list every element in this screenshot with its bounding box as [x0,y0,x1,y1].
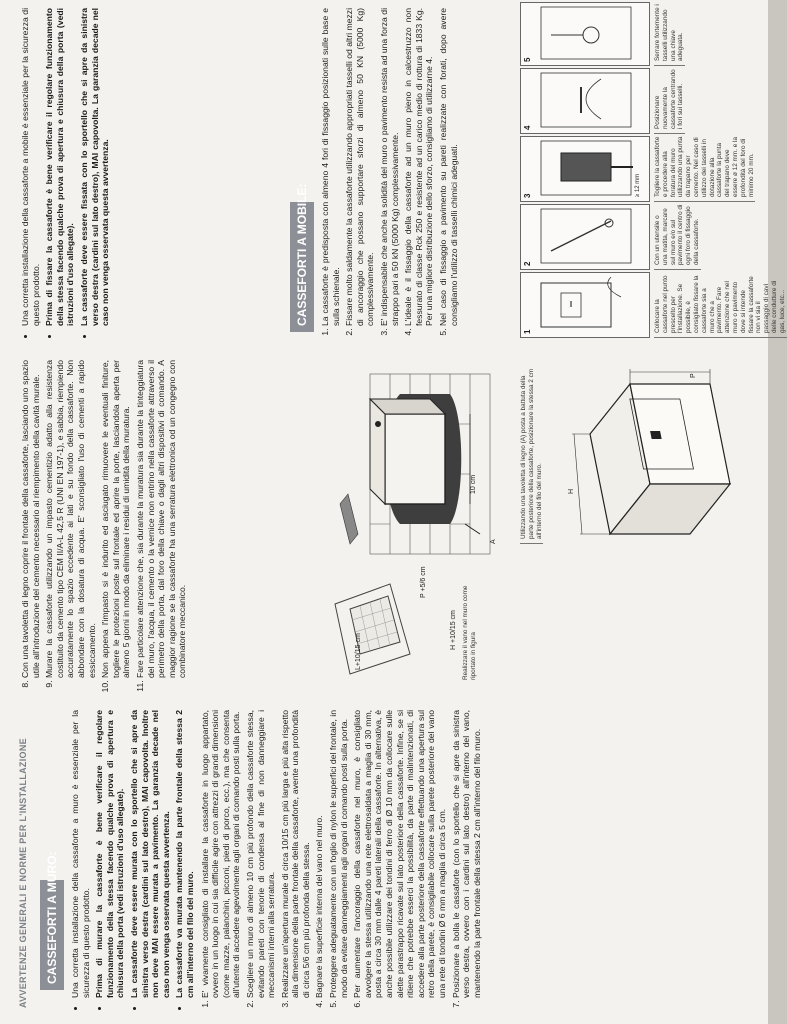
wall-step-3: 3. Realizzare un'apertura murale di circa 10/15 cm più larga e più alta rispetto alla dimensione della parte frontale della cassaforte, avente una profondità di circa 5/6 cm più profonda della stessa. [280,710,312,998]
section-header-furniture-label: CASSEFORTI A MOBILE: [295,183,309,326]
figure-3-caption: Togliere la cassaforte e procedere alla foratura del muro utilizzando una punta da trapano per cemento. Nel caso di utilizzo dei tasselli in dotazione alla cassaforte la punta del trapano deve essere ø 12 mm. e la profondità del foro di minimo 20 mm. [654,136,755,202]
dim-label-a: A [490,539,497,544]
furniture-step-4: 4. L'ideale è il fissaggio della cassaforte ad un muro pieno in calcestruzzo non fessurato di classe Rck 250 e resistente ad un carico medio di rottura di 1833 Kg. Per una migliore distribuzione dello sforzo, consigliamo di utilizzarne 4. [403,8,435,326]
figure-4 [520,68,650,134]
continued-text [20,360,191,690]
wall-bullet-1: • Una corretta installazione della cassaforte a muro è essenziale per la sicurezza di questo prodotto. [70,710,91,998]
furniture-step-5: 5. Nel caso di fissaggio a pavimento su pareti realizzate con forati, dopo avere consigliamo l'utilizzo di tasselli chimici adeguati. [438,8,459,326]
dim-label-h2: H [568,488,575,494]
document-title: AVVERTENZE GENERALI E NORME PER L'INSTALLAZIONE [18,738,28,1008]
furniture-step-2: 2. Fissare molto saldamente la cassaforte utilizzando appropriati tasselli od altri mezzi di ancoraggio che possano supportare sforzi di almeno 50 KN (5000 Kg) complessivamente. [344,8,376,326]
furniture-bullet-2: • Prima di fissare la cassaforte è bene verificare il regolare funzionamento della stessa facendo qualche prova di apertura e chiusura della porta (vedi istruzioni d'uso allegate). [44,8,76,326]
furniture-step-3: 3. E' indispensabile che anche la solidità del muro o pavimento resista ad una forza di strappo pari a 50 kN (5000 Kg) complessivamente. [379,8,400,326]
wall-bullets [70,710,196,1010]
wall-steps [200,710,483,1010]
figure-5-number: 5 [523,57,532,62]
wall-step-1: 1. E' vivamente consigliato di installare la cassaforte in luogo appartato, ovvero in un luogo in cui sia difficile agire con attrezzi di grandi dimensioni (come mazze, palanchini, picconi, piedi di porco, ecc.), ma che consenta all'utente di accedere agevolmente agli organi di comando posti sulla porta. [200,710,242,998]
wall-step-7: 7. Posizionare a bolla le cassaforte (con lo sportello che si apre da sinistra verso destra, ovvero con i cardini sul lato destro) all'interno del vano, mantenendo la parte frontale della stessa 2 cm all'interno del filo muro. [451,710,483,998]
installation-sketch [330,364,500,564]
caption-level: Utilizzando una tavoletta di legno (A) posta a battuta della parte posteriore della cassaforte, posizionare la stessa 2 cm all'interno del filo del muro. [520,364,543,544]
figure-4-number: 4 [523,125,532,130]
pane-continued [0,354,768,694]
wall-opening-drawing [330,574,450,684]
pane-wall-safes [0,704,768,1024]
wall-step-8: 8. Con una tavoletta di legno coprire il frontale della cassaforte, lasciando uno spazio utile all'introduzione del cemento necessario al riempimento della cavità murale. [20,360,41,678]
figure-5-caption: Serrare fortemente i tasselli utilizzando una chiave adeguata. [654,2,685,66]
wall-step-9: 9. Murare la cassaforte utilizzando un impasto cementizio adatto alla resistenza costituito da cemento tipo CEM II/A-L 42,5 R (UNI EN 197-1), e sabbia, riempiendo accuratamente lo spazio eccedente ai lati e su fondo della cassaforte. Non abbondare con la dosatura di acqua. E' sconsigliato l'uso di cementi a rapido essiccamento. [44,360,97,678]
section-header-wall-label: CASSEFORTI A MURO: [45,851,59,984]
furniture-steps [320,8,459,338]
furniture-steps-text [320,8,462,338]
wall-step-5: 5. Proteggere adeguatamente con un foglio di nylon le superfici del frontale, in modo da evitare danneggiamenti agli organi di comando posti sulla porta. [328,710,349,998]
wall-step-11: 11. Fare particolare attenzione che, sia durante la muratura sia durante la tinteggiatura del muro, l'acqua, il cemento o la vernice non entrino nella cassaforte attraverso il perimetro della porta, dal foro della chiave o dagli altri dispositivi di comando. A maggior ragione se la cassaforte ha una serratura elettronica od un congegno con combinatore meccanico. [135,360,188,678]
wall-bullet-4: • La cassaforte va murata mantenendo la parte frontale della stessa 2 cm all'interno del filo del muro. [174,710,195,998]
wall-bullet-2: • Prima di murare la cassaforte è bene verificare il regolare funzionamento della stessa facendo qualche prova di apertura e chiusura della porta (vedi istruzioni d'uso allegate). [94,710,126,998]
dim-label-p: P +5/6 cm [420,566,427,598]
furniture-figures [520,2,786,338]
wall-bullet-3: • La cassaforte deve essere murata con lo sportello che si apre da sinistra verso destra (cardini sul lato destro), MAI capovolta. Inoltre non deve MAI essere murata a pavimento. La garanzia decade nel caso non venga osservata questa avvertenza. [129,710,171,998]
figure-note: Realizzare il vano nel muro come riportato in figura [462,585,477,680]
wall-step-6: 6. Per aumentare l'ancoraggio della cassaforte nel muro, è consigliato avvolgere la stessa utilizzando una rete elettrosaldata a maglia di 30 mm, posta a circa 30 mm dalle 4 pareti laterali della cassaforte. In alternativa, è anche possibile utilizzare dei tondini di ferro di Ø 10 mm da collocare sulle alette parastrappo ricavate sul lato posteriore della cassaforte. Infine, se si ritiene che potrebbe esserci la possibilità, da parte di malintenzionati, di accedere alla parte posteriore della cassaforte effettuando una apertura sul retro della parete, è consigliabile collocare sulla parete posteriore del vano una rete di tondini Ø 6 mm a maglia di circa 5 cm. [352,710,447,998]
figure-1 [520,272,650,338]
figure-3 [520,136,650,202]
figure-2 [520,204,650,270]
figure-1-number: 1 [523,329,532,334]
furniture-bullets [20,8,111,338]
figure-2-caption: Con un utensile o una matita, marcare sul muro e/o sul pavimento il centro di ogni foro di fissaggio della cassaforte. [654,204,701,270]
dim-label-l: L+10/15 cm [355,633,362,670]
furniture-step-1: 1. La cassaforte è predisposta con almeno 4 fori di fissaggio posizionati sulle base e sulla schienale. [320,8,341,326]
figure-4-caption: Posizionare nuovamente la cassaforte centrando i fori sui tasselli. [654,68,685,134]
figure-2-sketch [521,203,651,269]
figure-3-number: 3 [523,193,532,198]
dim-label-h: H +10/15 cm [450,610,457,650]
figure-5 [520,2,650,66]
section-header-furniture [290,183,314,332]
figure-2-number: 2 [523,261,532,266]
figure-5-sketch [521,1,651,65]
wall-opening-sketch [330,574,450,684]
wall-step-4: 4. Bagnare la superficie interna del vano nel muro. [314,710,325,998]
figure-3-dim: ≥ 12 mm [635,173,641,197]
figure-1-sketch [521,271,651,337]
section-header-wall [40,851,64,990]
figure-1-caption: Collocare la cassaforte nel punto prescelto per l'installazione. Se possibile, è consigliato fissare la cassaforte sia a muro che a pavimento. Fare attenzione che nel muro o pavimento dove si intende fissare la cassaforte non vi sia il passaggio di cavi delle condutture di gas, luce, etc... [654,272,787,338]
dim-label-10cm: 10 cm [470,474,477,494]
continued-steps [20,360,188,690]
wall-step-2: 2. Scegliere un muro di almeno 10 cm più profondo della cassaforte stessa, evitando pareti con tenorie di condensa al fine di non danneggiare i meccanismi interni alla serratura. [245,710,277,998]
dim-label-p2: P [690,373,697,378]
furniture-bullet-3: • La cassaforte deve essere fissata con lo sportello che si apre da sinistra verso destra (cardini sul lato destro), MAI capovolta. La garanzia decade nel caso non venga osservata questa avvertenza. [79,8,111,326]
wall-step-10: 10. Non appena l'impasto si è indurito ed asciugato rimuovere le eventuali finiture, togliere le protezioni poste sul frontale ed aprire la porte, lasciandola aperta per almeno 5 giorni in modo da eliminare i residui di umidità della muratura. [100,360,132,678]
freestanding-safe-sketch [570,364,740,554]
pane-furniture-safes [0,0,786,344]
furniture-text [20,8,114,338]
furniture-bullet-1: • Una corretta installazione della cassaforte a mobile è essenziale per la sicurezza di questo prodotto. [20,8,41,326]
wall-text [70,710,485,1010]
installation-drawing [330,364,500,564]
figure-4-sketch [521,67,651,133]
figure-3-sketch [521,135,651,201]
freestanding-safe-drawing [570,364,740,554]
